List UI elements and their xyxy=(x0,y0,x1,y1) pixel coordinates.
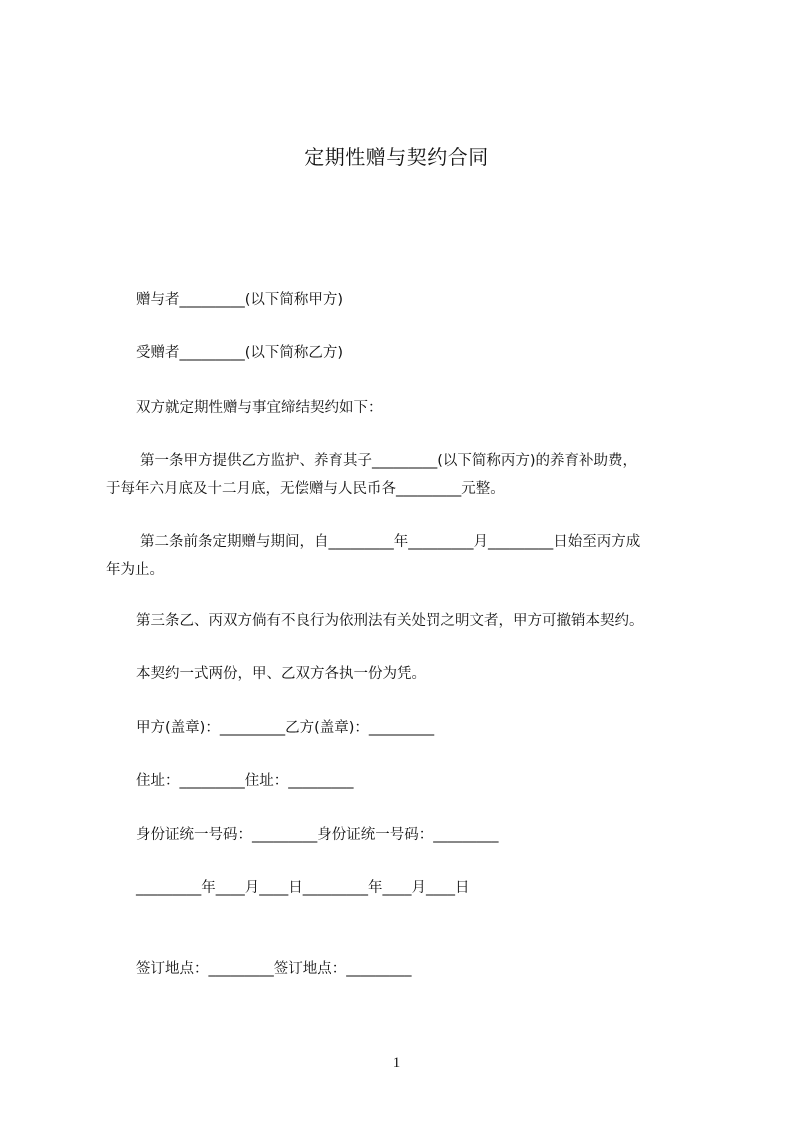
donor-line: 赠与者_________(以下简称甲方) xyxy=(136,292,344,308)
date-line: _________年____月____日_________年____月____日 xyxy=(136,880,470,896)
signing-place-line: 签订地点：_________签订地点：_________ xyxy=(136,961,412,977)
article-1-line-2: 于每年六月底及十二月底，无偿赠与人民币各_________元整。 xyxy=(106,481,505,497)
document-title: 定期性赠与契约合同 xyxy=(304,145,489,169)
recipient-line: 受赠者_________(以下简称乙方) xyxy=(136,345,344,361)
article-2-line-1: 第二条前条定期赠与期间，自_________年_________月_________日始至丙方成 xyxy=(140,534,641,550)
id-number-line: 身份证统一号码：_________身份证统一号码：_________ xyxy=(136,827,499,843)
page-number: 1 xyxy=(392,1055,401,1071)
seal-line: 甲方(盖章)：_________乙方(盖章)：_________ xyxy=(136,720,435,736)
address-line: 住址：_________住址：_________ xyxy=(136,773,354,789)
copies-line: 本契约一式两份，甲、乙双方各执一份为凭。 xyxy=(136,666,426,682)
preamble-line: 双方就定期性赠与事宜缔结契约如下： xyxy=(136,400,383,416)
article-1-line-1: 第一条甲方提供乙方监护、养育其子_________(以下简称丙方)的养育补助费， xyxy=(140,453,638,469)
article-3-line: 第三条乙、丙双方倘有不良行为依刑法有关处罚之明文者，甲方可撤销本契约。 xyxy=(136,613,644,629)
article-2-line-2: 年为止。 xyxy=(106,562,164,578)
